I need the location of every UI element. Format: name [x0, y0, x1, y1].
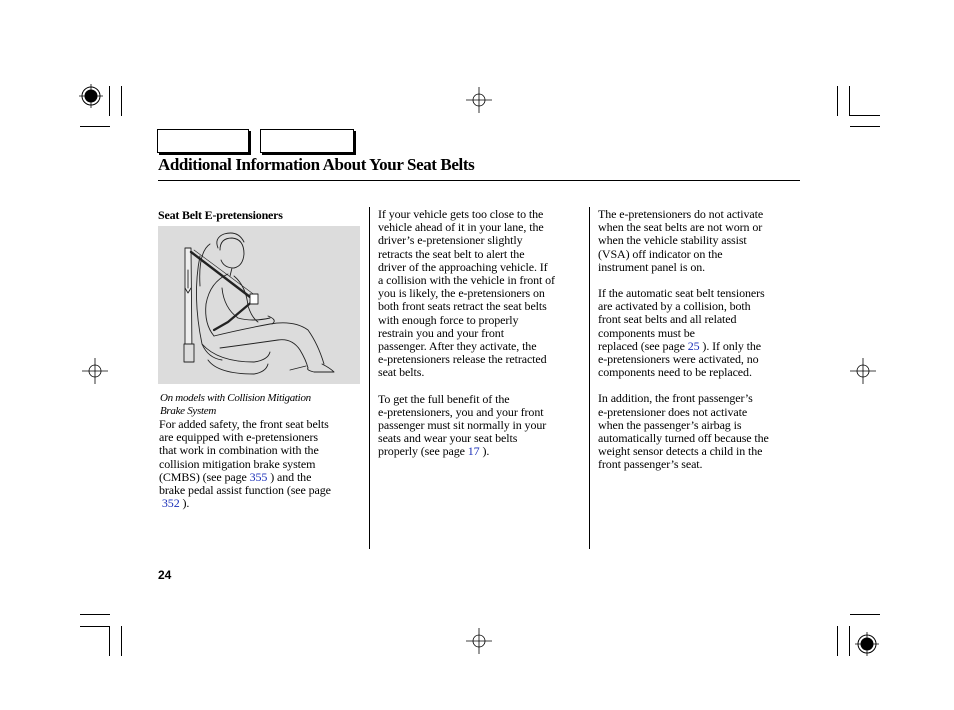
page-link[interactable]: 17 — [467, 444, 480, 459]
title-divider — [158, 180, 800, 181]
crosshair-icon — [466, 87, 492, 113]
page-title: Additional Information About Your Seat Belts — [158, 155, 475, 174]
body-column-2: If your vehicle gets too close to the vehicle ahead of it in your lane, the driver’s e-pretensioner slightly retracts the seat belt to alert the driver of the approaching vehicle. If a collision with the vehicle in front of you is likely, the e-pretensioners on both front seats retract the seat belts with enough force to properly restrain you and your front passenger. After they activate, the e-pretensioners release the retracted seat belts. To get the full benefit of the e-pretensioners, you and your front passenger must sit normally in your seats and wear your seat belts properly (see page 17 ). — [378, 207, 555, 459]
seat-belt-illustration — [158, 226, 360, 384]
crosshair-icon — [82, 358, 108, 384]
section-heading: Seat Belt E-pretensioners — [158, 208, 283, 222]
figure-caption: On models with Collision Mitigation Brake System — [160, 392, 311, 417]
column-divider — [589, 207, 590, 549]
tab-main-menu[interactable] — [157, 129, 249, 153]
page-link[interactable]: 25 — [687, 338, 700, 353]
page-link[interactable]: 355 — [249, 469, 268, 484]
body-column-1: For added safety, the front seat belts are equipped with e-pretensioners that work in combination with the collision mitigation brake system (CMBS) (see page 355 ) and the brake pedal assist function (see page 352 ). — [159, 417, 331, 511]
seated-driver-icon — [158, 226, 360, 384]
tab-contents[interactable] — [260, 129, 354, 153]
registration-target-icon — [855, 632, 879, 656]
column-divider — [369, 207, 370, 549]
crosshair-icon — [466, 628, 492, 654]
body-column-3: The e-pretensioners do not activate when the seat belts are not worn or when the vehicle stability assist (VSA) off indicator on the instrument panel is on. If the automatic seat belt tensioners are activated by a collision, both front seat belts and all related components must be replaced (see page 25 ). If only the e-pretensioners were activated, no components need to be replaced. In addition, the front passenger’s e-pretensioner does not activate when the passenger’s airbag is automatically turned off because the weight sensor detects a child in the front passenger’s seat. — [598, 207, 769, 472]
registration-target-icon — [79, 84, 103, 108]
page-link[interactable]: 352 — [161, 496, 180, 511]
crosshair-icon — [850, 358, 876, 384]
page-number: 24 — [158, 568, 172, 582]
